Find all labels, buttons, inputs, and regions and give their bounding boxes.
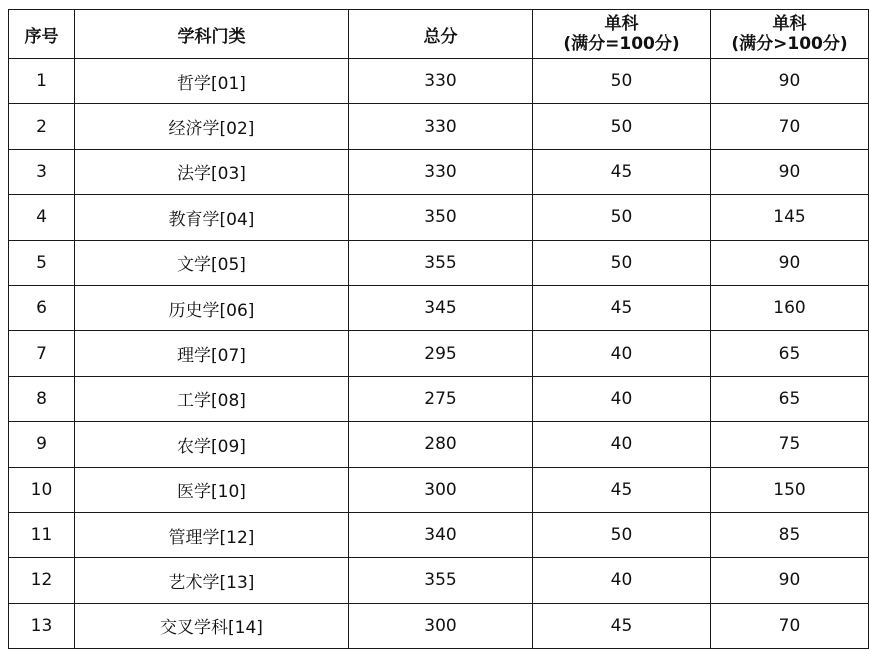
cell-single-a: 50 [533, 59, 711, 104]
cell-total: 330 [349, 104, 533, 149]
cell-subject: 交叉学科[14] [75, 603, 349, 648]
cell-total: 300 [349, 467, 533, 512]
header-single-a-line2: (满分=100分) [563, 34, 680, 54]
cell-index: 8 [9, 376, 75, 421]
cell-single-b: 75 [711, 422, 869, 467]
cell-index: 11 [9, 512, 75, 557]
cell-single-b: 90 [711, 240, 869, 285]
table-body [9, 59, 869, 649]
cell-subject: 法学[03] [75, 149, 349, 194]
cell-index: 1 [9, 59, 75, 104]
header-single-a-line1: 单科 [604, 14, 639, 34]
cell-subject: 哲学[01] [75, 59, 349, 104]
cell-index: 7 [9, 331, 75, 376]
cell-index: 9 [9, 422, 75, 467]
cell-subject: 经济学[02] [75, 104, 349, 149]
cell-single-a: 45 [533, 467, 711, 512]
header-total: 总分 [349, 10, 533, 59]
cell-single-a: 40 [533, 376, 711, 421]
table-row [9, 512, 869, 557]
cell-subject: 农学[09] [75, 422, 349, 467]
cell-total: 350 [349, 195, 533, 240]
cell-index: 13 [9, 603, 75, 648]
header-row [9, 10, 869, 59]
table-row [9, 558, 869, 603]
cell-total: 295 [349, 331, 533, 376]
table-row [9, 603, 869, 648]
cell-subject: 文学[05] [75, 240, 349, 285]
cell-total: 330 [349, 149, 533, 194]
table-row [9, 422, 869, 467]
cell-subject: 教育学[04] [75, 195, 349, 240]
header-single-b-line1: 单科 [772, 14, 807, 34]
header-index: 序号 [9, 10, 75, 59]
header-single-b [711, 10, 869, 59]
table-row [9, 285, 869, 330]
cell-single-a: 50 [533, 104, 711, 149]
cell-single-b: 65 [711, 331, 869, 376]
cell-single-b: 90 [711, 59, 869, 104]
header-single-a [533, 10, 711, 59]
cell-single-a: 45 [533, 149, 711, 194]
table-row [9, 331, 869, 376]
table-row [9, 467, 869, 512]
cell-single-b: 145 [711, 195, 869, 240]
cell-index: 2 [9, 104, 75, 149]
cell-subject: 艺术学[13] [75, 558, 349, 603]
cell-index: 5 [9, 240, 75, 285]
cell-single-b: 90 [711, 149, 869, 194]
table-row [9, 149, 869, 194]
header-subject: 学科门类 [75, 10, 349, 59]
cell-total: 345 [349, 285, 533, 330]
cell-total: 355 [349, 558, 533, 603]
cell-single-b: 90 [711, 558, 869, 603]
cell-single-a: 40 [533, 558, 711, 603]
cell-subject: 工学[08] [75, 376, 349, 421]
cell-single-a: 50 [533, 240, 711, 285]
cell-index: 6 [9, 285, 75, 330]
cell-subject: 医学[10] [75, 467, 349, 512]
table-row [9, 240, 869, 285]
cell-single-a: 40 [533, 331, 711, 376]
cell-single-b: 70 [711, 603, 869, 648]
cell-subject: 历史学[06] [75, 285, 349, 330]
cell-index: 3 [9, 149, 75, 194]
cell-index: 12 [9, 558, 75, 603]
cell-total: 275 [349, 376, 533, 421]
table-row [9, 376, 869, 421]
table-row [9, 104, 869, 149]
cell-single-b: 85 [711, 512, 869, 557]
table-header [9, 10, 869, 59]
cell-index: 4 [9, 195, 75, 240]
header-single-b-line2: (满分>100分) [731, 34, 848, 54]
cell-total: 355 [349, 240, 533, 285]
cell-total: 300 [349, 603, 533, 648]
cell-single-a: 45 [533, 603, 711, 648]
cell-single-b: 150 [711, 467, 869, 512]
cell-total: 330 [349, 59, 533, 104]
cell-single-a: 40 [533, 422, 711, 467]
cell-single-b: 70 [711, 104, 869, 149]
table-row [9, 59, 869, 104]
cell-single-b: 160 [711, 285, 869, 330]
score-table [8, 9, 869, 649]
cell-subject: 理学[07] [75, 331, 349, 376]
table-row [9, 195, 869, 240]
cell-index: 10 [9, 467, 75, 512]
cell-single-a: 45 [533, 285, 711, 330]
cell-single-b: 65 [711, 376, 869, 421]
cell-subject: 管理学[12] [75, 512, 349, 557]
cell-total: 340 [349, 512, 533, 557]
cell-single-a: 50 [533, 195, 711, 240]
cell-single-a: 50 [533, 512, 711, 557]
cell-total: 280 [349, 422, 533, 467]
